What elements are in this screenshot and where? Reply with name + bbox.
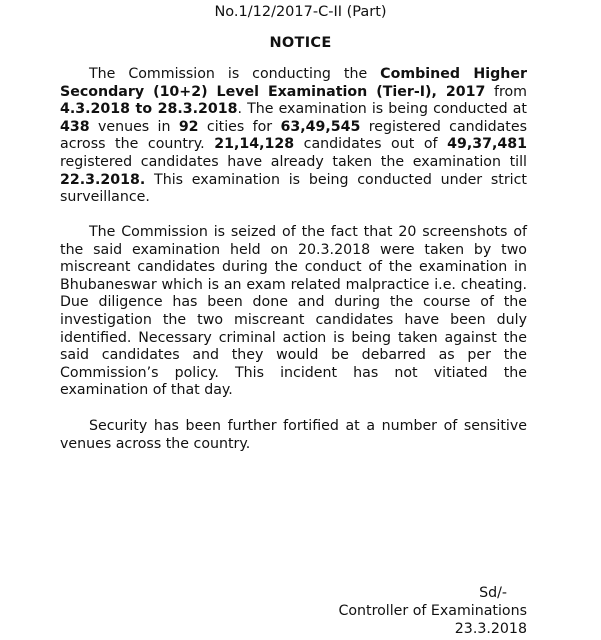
p1-text-3: . The examination is being conducted at <box>237 101 527 118</box>
signature-date: 23.3.2018 <box>454 621 527 637</box>
reference-number: No.1/12/2017-C-II (Part) <box>214 4 387 20</box>
p3-text: Security has been further fortified at a number of sensitive venues across the country. <box>60 418 527 452</box>
p1-text-8: registered candidates have already taken the examination till <box>60 153 527 170</box>
appeared-count: 21,14,128 <box>214 136 295 153</box>
p1-text-5: cities for <box>198 118 281 135</box>
p1-text-1: The Commission is conducting the <box>89 66 381 82</box>
paragraph-incident <box>60 224 527 400</box>
exam-name: Combined Higher Secondary (10+2) Level Examination (Tier-I), 2017 <box>60 66 527 100</box>
venue-count: 438 <box>60 118 90 135</box>
p1-text-2: from <box>485 83 527 100</box>
exam-period: 4.3.2018 to 28.3.2018 <box>60 101 238 118</box>
city-count: 92 <box>178 118 199 135</box>
p2-text: The Commission is seized of the fact that 20 screenshots of the said examination held on 20.3.2018 were taken by two miscreant candidates during the conduct of the examination in Bhubaneswar which is an exam related malpractice i.e. cheating. Due diligence has been done and during the course of the investigation the two miscreant candidates have been duly identified. Necessary criminal action is being taken against the said candidates and they would be debarred as per the Commission’s policy. This incident has not vitiated the examination of that day. <box>60 224 527 399</box>
notice-title: NOTICE <box>269 35 332 51</box>
registered-so-far-count: 49,37,481 <box>447 136 527 153</box>
p1-text-6: registered candidates across the country. <box>60 118 527 153</box>
registered-count: 63,49,545 <box>280 118 361 135</box>
p1-text-9: This examination is being conducted under strict surveillance. <box>60 171 527 206</box>
p1-text-4: venues in <box>89 118 179 135</box>
signature-sd: Sd/- <box>479 585 507 601</box>
p1-text-7: candidates out of <box>294 136 448 153</box>
till-date: 22.3.2018. <box>60 171 146 188</box>
paragraph-exam-details <box>60 66 527 207</box>
paragraph-security <box>60 418 527 453</box>
signature-designation: Controller of Examinations <box>338 603 527 619</box>
